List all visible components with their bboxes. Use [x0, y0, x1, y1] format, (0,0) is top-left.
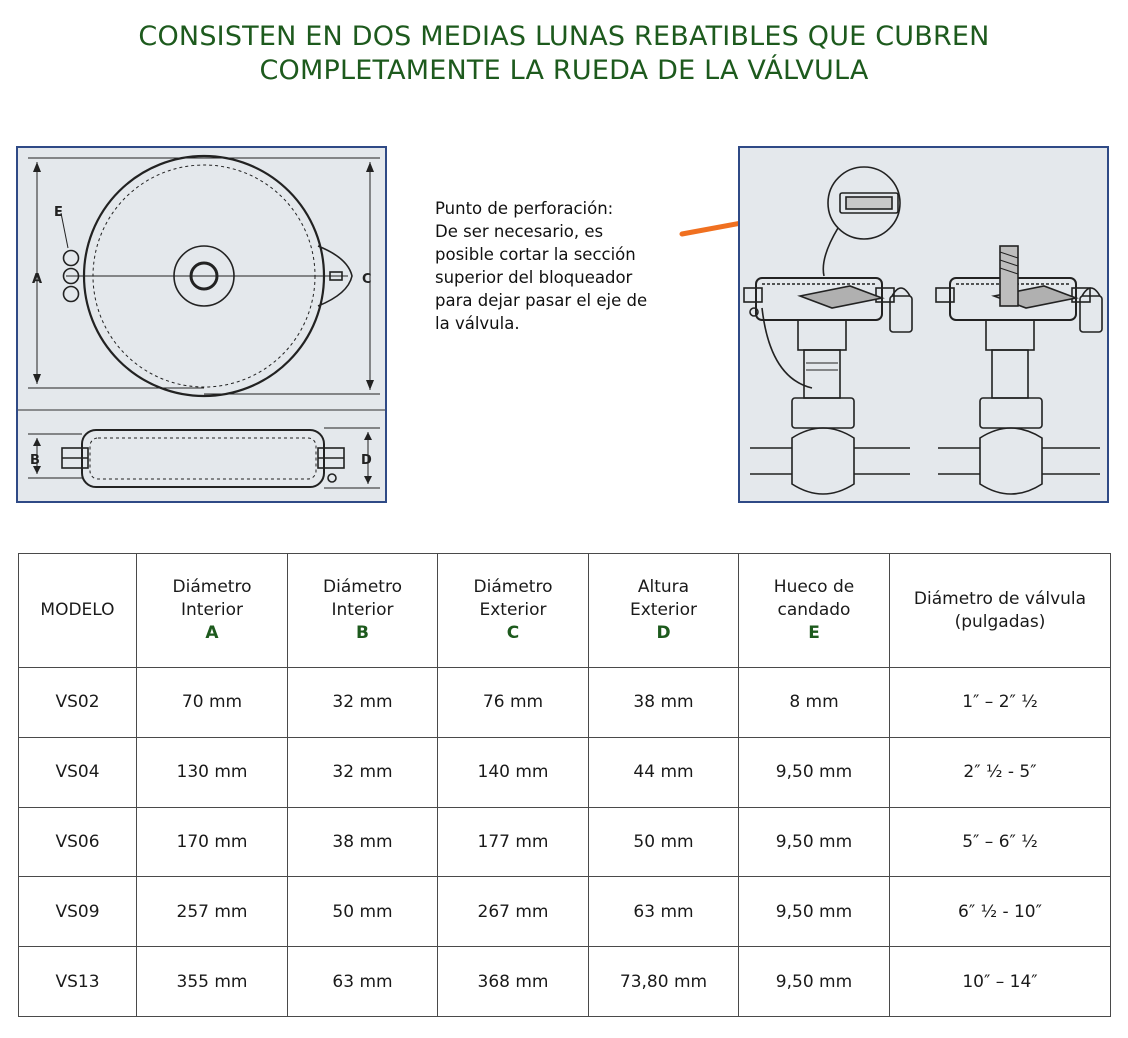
- note-line: posible cortar la sección: [435, 245, 636, 264]
- dimension-drawing-panel: [16, 146, 387, 503]
- table-row: [19, 668, 1111, 738]
- table-row: [19, 737, 1111, 807]
- note-line: De ser necesario, es: [435, 222, 604, 241]
- table-cell: 1″ – 2″ ½: [890, 668, 1111, 738]
- table-cell: 50 mm: [589, 807, 739, 877]
- table-cell: 257 mm: [137, 877, 288, 947]
- table-cell: 8 mm: [739, 668, 890, 738]
- table-cell: 10″ – 14″: [890, 947, 1111, 1017]
- table-cell: 50 mm: [288, 877, 438, 947]
- note-line: Punto de perforación:: [435, 199, 614, 218]
- model-cell: VS04: [19, 737, 137, 807]
- table-row: [19, 807, 1111, 877]
- header-col-c: Diámetro Exterior C: [438, 554, 589, 668]
- model-cell: VS02: [19, 668, 137, 738]
- table-cell: 44 mm: [589, 737, 739, 807]
- table-cell: 355 mm: [137, 947, 288, 1017]
- label-d: D: [361, 453, 372, 468]
- model-cell: VS06: [19, 807, 137, 877]
- note-line: la válvula.: [435, 314, 520, 333]
- header-col-b: Diámetro Interior B: [288, 554, 438, 668]
- page-title: [0, 20, 1128, 88]
- table-cell: 368 mm: [438, 947, 589, 1017]
- table-cell: 32 mm: [288, 668, 438, 738]
- table-cell: 170 mm: [137, 807, 288, 877]
- table-row: [19, 877, 1111, 947]
- installation-drawing-panel: [738, 146, 1109, 503]
- header-col-e: Hueco de candado E: [739, 554, 890, 668]
- model-cell: VS13: [19, 947, 137, 1017]
- table-header-row: [19, 554, 1111, 668]
- header-valve-diameter: Diámetro de válvula (pulgadas): [890, 554, 1111, 668]
- table-cell: 130 mm: [137, 737, 288, 807]
- table-cell: 76 mm: [438, 668, 589, 738]
- header-col-d: Altura Exterior D: [589, 554, 739, 668]
- table-cell: 5″ – 6″ ½: [890, 807, 1111, 877]
- installation-drawing: [740, 148, 1107, 501]
- spec-table: [18, 553, 1111, 1017]
- label-e: E: [54, 205, 63, 220]
- dimension-drawing: [18, 148, 385, 501]
- header-col-a: Diámetro Interior A: [137, 554, 288, 668]
- table-cell: 177 mm: [438, 807, 589, 877]
- table-cell: 70 mm: [137, 668, 288, 738]
- label-c: C: [362, 272, 372, 287]
- note-line: para dejar pasar el eje de: [435, 291, 648, 310]
- label-a: A: [32, 272, 43, 287]
- header-modelo: MODELO: [19, 554, 137, 668]
- label-b: B: [30, 453, 40, 468]
- table-cell: 9,50 mm: [739, 737, 890, 807]
- title-line-1: CONSISTEN EN DOS MEDIAS LUNAS REBATIBLES QUE CUBREN: [138, 21, 990, 52]
- table-cell: 9,50 mm: [739, 947, 890, 1017]
- table-cell: 63 mm: [589, 877, 739, 947]
- table-cell: 9,50 mm: [739, 807, 890, 877]
- table-cell: 140 mm: [438, 737, 589, 807]
- table-cell: 267 mm: [438, 877, 589, 947]
- table-cell: 38 mm: [589, 668, 739, 738]
- table-cell: 2″ ½ - 5″: [890, 737, 1111, 807]
- table-cell: 63 mm: [288, 947, 438, 1017]
- note-line: superior del bloqueador: [435, 268, 633, 287]
- table-row: [19, 947, 1111, 1017]
- table-cell: 38 mm: [288, 807, 438, 877]
- table-cell: 6″ ½ - 10″: [890, 877, 1111, 947]
- table-cell: 9,50 mm: [739, 877, 890, 947]
- table-cell: 32 mm: [288, 737, 438, 807]
- table-cell: 73,80 mm: [589, 947, 739, 1017]
- model-cell: VS09: [19, 877, 137, 947]
- title-line-2: COMPLETAMENTE LA RUEDA DE LA VÁLVULA: [259, 55, 869, 86]
